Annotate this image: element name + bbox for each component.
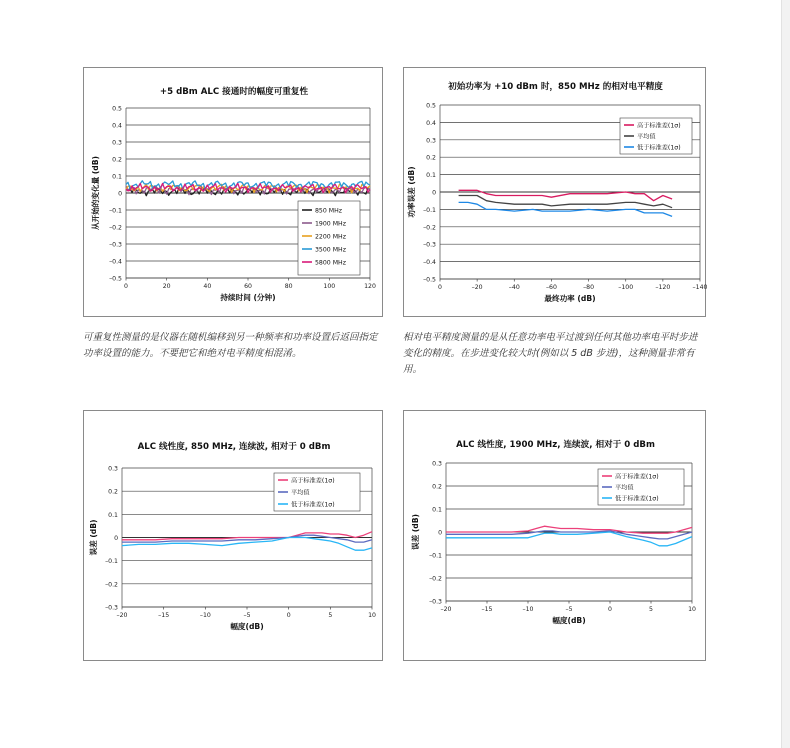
y-tick-label: –0.2 (429, 575, 442, 583)
y-tick-label: 0.3 (108, 465, 118, 473)
y-tick-label: 0 (432, 189, 436, 197)
x-tick-label: –10 (522, 606, 534, 613)
y-axis-label: 误差 (dB) (89, 519, 98, 556)
chart-title: 初始功率为 +10 dBm 时，850 MHz 的相对电平精度 (448, 82, 663, 92)
y-tick-label: –0.2 (423, 224, 436, 232)
y-tick-label: –0.2 (109, 224, 122, 232)
legend-label: 5800 MHz (315, 259, 346, 267)
y-tick-label: –0.3 (423, 241, 436, 249)
y-tick-label: 0.4 (426, 119, 436, 127)
x-tick-label: 20 (162, 283, 171, 290)
y-tick-label: 0.2 (108, 488, 118, 496)
legend-label: 低于标准差(1σ) (637, 144, 681, 152)
caption-repeatability: 可重复性测量的是仪器在随机编移到另一种频率和功率设置后返回指定功率设置的能力。不要把它和绝对电平精度相混淆。 (83, 332, 378, 359)
caption-relative-level-accuracy: 相对电平精度测量的是从任意功率电平过渡到任何其他功率电平时步进变化的精度。在步进变化较大时(例如以 5 dB 步进)，这种测量非常有用。 (403, 332, 698, 375)
x-tick-label: –10 (199, 612, 211, 619)
legend-label: 高于标准差(1σ) (291, 477, 335, 485)
series-line-2 (122, 535, 372, 542)
x-tick-label: 0 (286, 612, 291, 619)
y-tick-label: –0.1 (109, 207, 122, 215)
legend-label: 2200 MHz (315, 233, 346, 241)
y-tick-label: 0 (118, 190, 122, 198)
y-tick-label: –0.1 (423, 206, 436, 214)
legend-label: 高于标准差(1σ) (637, 122, 681, 130)
x-tick-label: 60 (244, 283, 252, 290)
y-tick-label: 0.2 (432, 483, 442, 491)
legend-label: 低于标准差(1σ) (615, 495, 659, 503)
chart-svg (84, 68, 384, 318)
y-tick-label: –0.3 (105, 604, 118, 612)
y-tick-label: 0.3 (112, 139, 122, 147)
chart-title: ALC 线性度, 850 MHz, 连续波, 相对于 0 dBm (137, 442, 331, 452)
legend-label: 850 MHz (315, 207, 343, 215)
legend-label: 高于标准差(1σ) (615, 473, 659, 481)
y-tick-label: 0.1 (112, 173, 122, 181)
x-tick-label: 5 (328, 612, 333, 619)
x-tick-label: –60 (545, 284, 557, 291)
y-tick-label: –0.4 (423, 259, 436, 267)
x-tick-label: –100 (618, 284, 634, 291)
y-tick-label: –0.3 (109, 241, 122, 249)
y-tick-label: 0.3 (432, 460, 442, 468)
x-tick-label: –140 (692, 284, 707, 291)
x-tick-label: 120 (364, 283, 376, 290)
y-tick-label: 0.4 (112, 122, 122, 130)
chart-svg (84, 411, 384, 662)
series-line-2 (459, 196, 672, 208)
x-axis-label: 最终功率 (dB) (544, 294, 596, 303)
x-tick-label: –40 (508, 284, 520, 291)
x-axis-label: 幅度(dB) (230, 622, 264, 631)
legend-label: 3500 MHz (315, 246, 346, 254)
x-tick-label: 100 (323, 283, 336, 290)
y-tick-label: –0.5 (423, 276, 436, 284)
y-tick-label: 0.3 (426, 137, 436, 145)
x-tick-label: 10 (688, 606, 696, 613)
legend-label: 平均值 (291, 489, 310, 497)
y-tick-label: 0.1 (432, 506, 442, 514)
x-tick-label: –5 (565, 606, 573, 613)
chart-svg (404, 411, 707, 662)
y-tick-label: –0.2 (105, 581, 118, 589)
y-tick-label: 0 (114, 535, 118, 542)
chart-panel-repeatability (83, 67, 383, 317)
legend-label: 1900 MHz (315, 220, 346, 228)
x-tick-label: 80 (284, 283, 293, 290)
x-tick-label: 5 (649, 606, 653, 613)
chart-panel-alc-linearity-850 (83, 410, 383, 661)
legend-label: 平均值 (637, 133, 656, 141)
x-tick-label: –20 (471, 284, 483, 291)
x-tick-label: –15 (158, 612, 170, 619)
y-tick-label: –0.1 (429, 552, 442, 560)
y-axis-label: 功率误差 (dB) (407, 166, 416, 218)
y-axis-label: 误差 (dB) (411, 514, 420, 550)
x-tick-label: 10 (368, 612, 376, 619)
y-tick-label: 0.1 (426, 172, 436, 180)
y-tick-label: 0.5 (426, 102, 436, 110)
x-tick-label: 0 (124, 283, 128, 290)
y-tick-label: –0.5 (109, 275, 122, 283)
legend-label: 低于标准差(1σ) (291, 501, 335, 509)
x-tick-label: –120 (655, 284, 671, 291)
y-tick-label: 0.2 (426, 154, 436, 162)
chart-panel-alc-linearity-1900 (403, 410, 706, 661)
chart-svg (404, 68, 707, 318)
x-tick-label: –80 (583, 284, 595, 291)
chart-title: +5 dBm ALC 接通时的幅度可重复性 (159, 87, 309, 97)
y-tick-label: –0.3 (429, 598, 442, 606)
chart-panel-relative-level-accuracy (403, 67, 706, 317)
y-axis-label: 从开始的变化量 (dB) (91, 156, 100, 230)
x-tick-label: 0 (608, 606, 612, 613)
x-axis-label: 幅度(dB) (552, 616, 586, 625)
y-tick-label: –0.1 (105, 558, 118, 566)
y-tick-label: –0.4 (109, 258, 122, 266)
x-tick-label: –5 (243, 612, 251, 619)
y-tick-label: 0.5 (112, 105, 122, 113)
chart-title: ALC 线性度, 1900 MHz, 连续波, 相对于 0 dBm (456, 440, 655, 450)
x-tick-label: –20 (440, 606, 452, 613)
y-tick-label: 0.2 (112, 156, 122, 164)
x-tick-label: –20 (116, 612, 128, 619)
legend-label: 平均值 (615, 484, 634, 492)
x-axis-label: 持续时间 (分钟) (220, 293, 276, 302)
y-tick-label: 0.1 (108, 511, 118, 519)
page-edge (781, 0, 790, 748)
x-tick-label: 40 (203, 283, 212, 290)
x-tick-label: –15 (481, 606, 493, 613)
y-tick-label: 0 (438, 529, 442, 537)
x-tick-label: 0 (438, 284, 442, 291)
